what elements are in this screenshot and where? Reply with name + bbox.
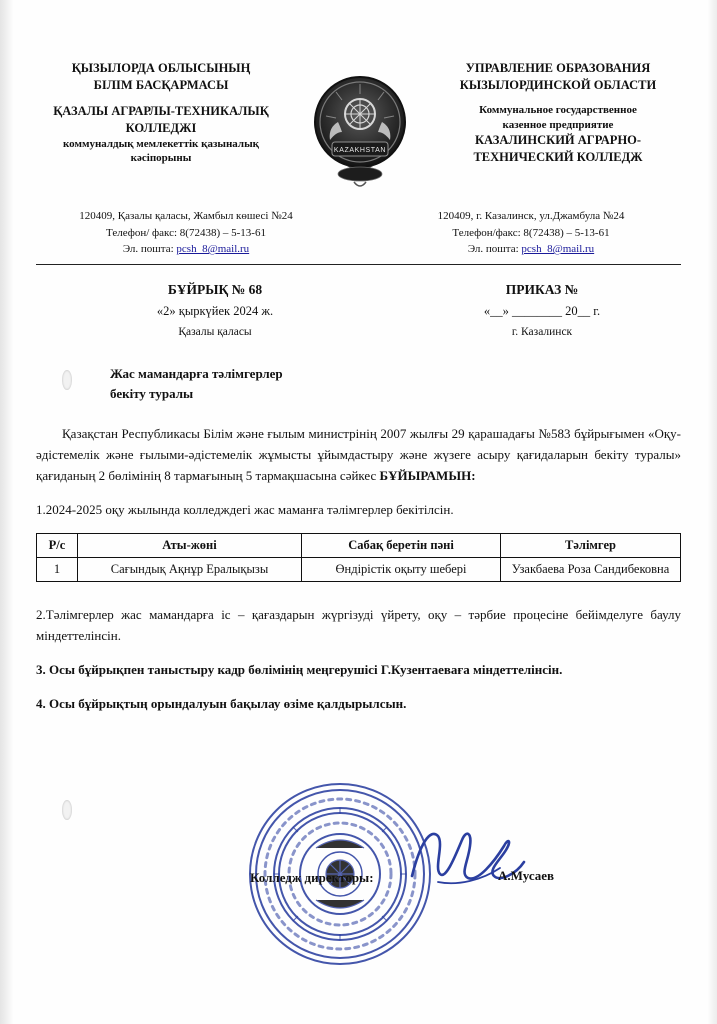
signature-zone [0,780,717,1010]
letterhead-kk-line3: ҚАЗАЛЫ АГРАРЛЫ-ТЕХНИКАЛЫҚ [53,103,269,118]
letterhead-russian [433,60,683,166]
signature-name: А.Мусаев [498,867,555,883]
contact-ru-phone: Телефон/факс: 8(72438) – 5-13-61 [452,226,610,239]
order-subject [110,364,440,404]
contact-russian [381,208,681,258]
table-header-row [37,533,681,557]
letterhead-ru-line3: Коммунальное государственное [479,103,637,116]
order-header [0,265,717,343]
table-header-mentor: Тәлімгер [501,533,681,557]
letterhead-kk-line1: ҚЫЗЫЛОРДА ОБЛЫСЫНЫҢ [71,61,251,75]
order-kk-city: Қазалы қаласы [178,325,252,338]
table-cell-fullname: Сағындық Ақнұр Ералықызы [78,557,302,581]
order-body [36,423,681,520]
order-item-2: 2.Тәлімгерлер жас мамандарға іс – қағаздарын жүргізуді үйрету, оқу – тәрбие процесіне бейімделуге баулу міндеттелінсін. [36,606,681,643]
hole-punch-bottom [62,800,72,820]
table-cell-index: 1 [37,557,78,581]
table-header-subject: Сабақ беретін пәні [302,533,501,557]
contact-block [0,196,717,258]
order-body-continued [36,604,681,714]
letterhead-ru-line5: КАЗАЛИНСКИЙ АГРАРНО- [474,133,642,148]
contact-ru-email[interactable]: pcsh_8@mail.ru [521,243,595,255]
hole-punch-top [62,370,72,390]
order-item-4: 4. Осы бұйрықтың орындалуын бақылау өзіме қалдырылсын. [36,695,407,711]
contact-kk-address: 120409, Қазалы қаласы, Жамбыл көшесі №24 [79,210,293,222]
contact-ru-address: 120409, г. Казалинск, ул.Джамбула №24 [437,210,625,222]
table-header-fullname: Аты-жөні [78,533,302,557]
letterhead-kk-line2: БІЛІМ БАСҚАРМАСЫ [93,77,229,92]
order-paragraph-1-keyword: БҰЙЫРАМЫН: [379,467,476,483]
table-cell-mentor: Узакбаева Роза Сандибековна [501,557,681,581]
order-kazakh [100,279,330,343]
order-item-1: 1.2024-2025 оқу жылында колледждегі жас маманға тәлімгерлер бекітілсін. [36,501,454,517]
contact-kk-phone: Телефон/ факс: 8(72438) – 5-13-61 [106,226,266,239]
emblem-label: KAZAKHSTAN [333,147,386,154]
table-cell-subject: Өндірістік оқыту шебері [302,557,501,581]
table-header-index: Р/с [37,533,78,557]
letterhead-ru-line4: казенное предприятие [502,118,614,131]
order-paragraph-1 [36,423,681,486]
table-row [37,557,681,581]
contact-kk-email-label: Эл. пошта: [122,243,177,255]
signature-role-row [250,867,670,886]
contact-kk-email-row [36,241,336,258]
order-item-3: 3. Осы бұйрықпен таныстыру кадр бөлімінің меңгерушісі Г.Кузентаеваға міндеттелінсін. [36,661,563,677]
letterhead-ru-line1: УПРАВЛЕНИЕ ОБРАЗОВАНИЯ [465,61,651,75]
order-kk-date: «2» қыркүйек 2024 ж. [156,304,274,319]
letterhead-kk-line4: КОЛЛЕДЖІ [125,120,197,135]
mentors-table [36,533,681,582]
letterhead-kk-line6: кәсіпорыны [130,152,192,165]
order-paragraph-1-text: Қазақстан Республикасы Білім және ғылым министрінің 2007 жылғы 29 қарашадағы №583 бұйрығымен «Оқу-әдістемелік және ғылыми-әдістемелік жұмысты ұйымдастыру және жүзеге асыру қағидаларын бекіту туралы» қағиданың 2 бөлімінің 8 тармағының 5 тармақшасына сәйкес [36,425,681,483]
order-ru-date: «__» ________ 20__ г. [483,304,601,319]
order-subject-line1: Жас мамандарға тәлімгерлер [110,366,283,382]
letterhead-ru-line2: КЫЗЫЛОРДИНСКОЙ ОБЛАСТИ [459,77,657,92]
letterhead-ru-line6: ТЕХНИЧЕСКИЙ КОЛЛЕДЖ [473,150,643,165]
order-subject-line2: бекіту туралы [110,386,194,402]
contact-ru-email-row [381,241,681,258]
contact-kazakh [36,208,336,258]
signature-role: Колледж директоры: [250,869,374,885]
letterhead-kazakh [36,60,286,166]
state-emblem [308,64,412,196]
order-ru-city: г. Казалинск [511,325,573,338]
contact-ru-email-label: Эл. пошта: [467,243,522,255]
letterhead [0,0,717,196]
order-russian [427,279,657,343]
contact-kk-email[interactable]: pcsh_8@mail.ru [176,243,250,255]
order-ru-title: ПРИКАЗ № [505,281,579,297]
order-kk-title: БҰЙРЫҚ № 68 [167,281,263,297]
letterhead-kk-line5: коммуналдық мемлекеттік қазыналық [62,137,259,150]
